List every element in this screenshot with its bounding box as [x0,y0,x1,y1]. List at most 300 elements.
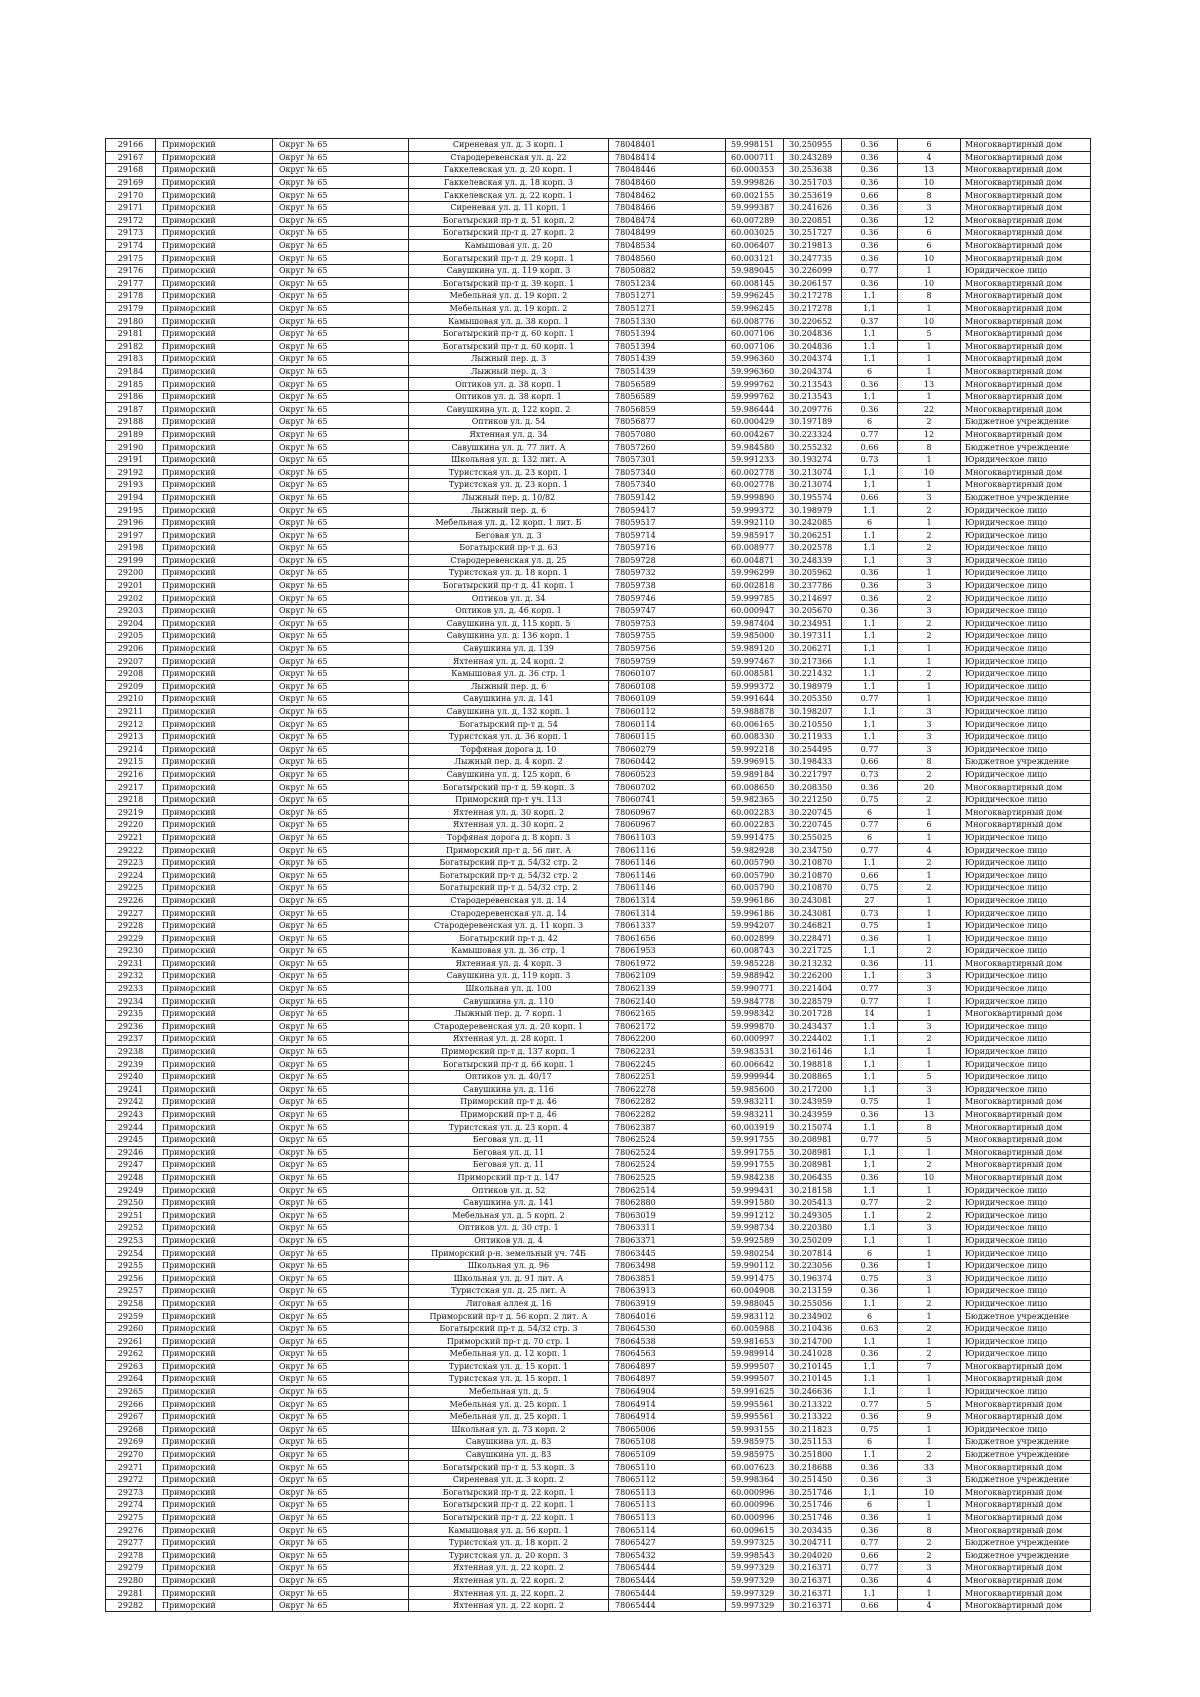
address-cell: Торфяная дорога д. 10 [409,743,609,756]
address-cell: Богатырский пр-т д. 22 корп. 1 [409,1511,609,1524]
district-cell: Приморский [156,327,273,340]
district-cell: Приморский [156,1410,273,1423]
longitude-cell: 30.213322 [784,1410,842,1423]
table-row [106,793,1091,806]
municipal-okrug-cell: Округ № 65 [273,1398,409,1411]
longitude-cell: 30.220745 [784,806,842,819]
row-number-cell: 29202 [106,592,156,605]
object-code-cell: 78048466 [609,201,726,214]
latitude-cell: 59.994207 [726,919,784,932]
row-number-cell: 29199 [106,554,156,567]
municipal-okrug-cell: Округ № 65 [273,1234,409,1247]
longitude-cell: 30.214697 [784,592,842,605]
object-code-cell: 78060442 [609,756,726,769]
address-cell: Оптиков ул. д. 40/17 [409,1070,609,1083]
object-code-cell: 78063019 [609,1209,726,1222]
latitude-cell: 59.997325 [726,1536,784,1549]
source-type-cell: Юридическое лицо [961,680,1091,693]
container-volume-cell: 0.66 [842,1599,898,1612]
object-code-cell: 78048474 [609,214,726,227]
source-type-cell: Юридическое лицо [961,1058,1091,1071]
address-cell: Яхтенная ул. д. 22 корп. 2 [409,1599,609,1612]
district-cell: Приморский [156,1247,273,1260]
table-row [106,189,1091,202]
object-code-cell: 78065432 [609,1549,726,1562]
container-count-cell: 1 [898,1436,961,1449]
latitude-cell: 59.997329 [726,1562,784,1575]
container-count-cell: 8 [898,756,961,769]
table-row [106,642,1091,655]
latitude-cell: 60.004908 [726,1285,784,1298]
table-row [106,1096,1091,1109]
longitude-cell: 30.249305 [784,1209,842,1222]
object-code-cell: 78048401 [609,139,726,152]
latitude-cell: 59.996245 [726,302,784,315]
municipal-okrug-cell: Округ № 65 [273,630,409,643]
latitude-cell: 59.998734 [726,1222,784,1235]
container-volume-cell: 0.36 [842,139,898,152]
table-row [106,441,1091,454]
table-row [106,1448,1091,1461]
container-volume-cell: 1.1 [842,1070,898,1083]
latitude-cell: 59.999870 [726,1020,784,1033]
source-type-cell: Многоквартирный дом [961,428,1091,441]
source-type-cell: Многоквартирный дом [961,315,1091,328]
address-cell: Камышовая ул. д. 20 [409,239,609,252]
object-code-cell: 78065108 [609,1436,726,1449]
table-row [106,806,1091,819]
district-cell: Приморский [156,227,273,240]
table-row [106,1562,1091,1575]
object-code-cell: 78059753 [609,617,726,630]
table-row [106,290,1091,303]
table-row [106,1196,1091,1209]
source-type-cell: Юридическое лицо [961,1385,1091,1398]
container-volume-cell: 1.1 [842,642,898,655]
container-volume-cell: 0.77 [842,428,898,441]
latitude-cell: 60.008581 [726,667,784,680]
latitude-cell: 59.998151 [726,139,784,152]
latitude-cell: 60.008650 [726,781,784,794]
latitude-cell: 59.997329 [726,1587,784,1600]
table-row [106,479,1091,492]
longitude-cell: 30.220380 [784,1222,842,1235]
district-cell: Приморский [156,1587,273,1600]
container-count-cell: 1 [898,1587,961,1600]
address-cell: Савушкина ул. д. 116 [409,1083,609,1096]
source-type-cell: Юридическое лицо [961,1297,1091,1310]
latitude-cell: 59.995561 [726,1410,784,1423]
municipal-okrug-cell: Округ № 65 [273,995,409,1008]
district-cell: Приморский [156,1020,273,1033]
source-type-cell: Многоквартирный дом [961,214,1091,227]
district-cell: Приморский [156,1146,273,1159]
container-count-cell: 1 [898,453,961,466]
table-row [106,214,1091,227]
latitude-cell: 59.999762 [726,390,784,403]
object-code-cell: 78061972 [609,957,726,970]
object-code-cell: 78063919 [609,1297,726,1310]
latitude-cell: 59.995561 [726,1398,784,1411]
source-type-cell: Многоквартирный дом [961,1587,1091,1600]
container-count-cell: 1 [898,869,961,882]
latitude-cell: 60.006407 [726,239,784,252]
container-count-cell: 1 [898,264,961,277]
source-type-cell: Многоквартирный дом [961,340,1091,353]
container-volume-cell: 0.77 [842,844,898,857]
latitude-cell: 59.988878 [726,705,784,718]
longitude-cell: 30.208350 [784,781,842,794]
container-count-cell: 1 [898,1146,961,1159]
source-type-cell: Юридическое лицо [961,567,1091,580]
district-cell: Приморский [156,642,273,655]
container-count-cell: 10 [898,315,961,328]
district-cell: Приморский [156,315,273,328]
district-cell: Приморский [156,919,273,932]
district-cell: Приморский [156,340,273,353]
row-number-cell: 29243 [106,1108,156,1121]
address-cell: Мебельная ул. д. 25 корп. 1 [409,1410,609,1423]
table-row [106,302,1091,315]
source-type-cell: Юридическое лицо [961,1247,1091,1260]
source-type-cell: Многоквартирный дом [961,239,1091,252]
longitude-cell: 30.205962 [784,567,842,580]
longitude-cell: 30.251746 [784,1486,842,1499]
municipal-okrug-cell: Округ № 65 [273,1007,409,1020]
municipal-okrug-cell: Округ № 65 [273,1209,409,1222]
object-code-cell: 78061146 [609,882,726,895]
data-table-container [105,138,1090,1612]
container-count-cell: 3 [898,1272,961,1285]
table-row [106,1285,1091,1298]
address-cell: Стародеревенская ул. д. 22 [409,151,609,164]
longitude-cell: 30.210550 [784,718,842,731]
container-volume-cell: 0.77 [842,743,898,756]
municipal-okrug-cell: Округ № 65 [273,542,409,555]
row-number-cell: 29210 [106,693,156,706]
district-cell: Приморский [156,479,273,492]
latitude-cell: 59.985000 [726,630,784,643]
table-row [106,630,1091,643]
source-type-cell: Юридическое лицо [961,516,1091,529]
longitude-cell: 30.242085 [784,516,842,529]
object-code-cell: 78056877 [609,416,726,429]
container-count-cell: 1 [898,302,961,315]
address-cell: Богатырский пр-т д. 29 корп. 1 [409,252,609,265]
container-volume-cell: 0.77 [842,1196,898,1209]
container-volume-cell: 0.36 [842,176,898,189]
municipal-okrug-cell: Округ № 65 [273,403,409,416]
row-number-cell: 29191 [106,453,156,466]
row-number-cell: 29242 [106,1096,156,1109]
source-type-cell: Юридическое лицо [961,907,1091,920]
container-count-cell: 2 [898,882,961,895]
district-cell: Приморский [156,932,273,945]
container-volume-cell: 0.77 [842,982,898,995]
object-code-cell: 78057340 [609,479,726,492]
row-number-cell: 29269 [106,1436,156,1449]
latitude-cell: 59.983531 [726,1045,784,1058]
row-number-cell: 29271 [106,1461,156,1474]
address-cell: Туристская ул. д. 15 корп. 1 [409,1360,609,1373]
table-row [106,516,1091,529]
municipal-okrug-cell: Округ № 65 [273,1486,409,1499]
container-count-cell: 1 [898,1058,961,1071]
row-number-cell: 29168 [106,164,156,177]
container-count-cell: 1 [898,995,961,1008]
municipal-okrug-cell: Округ № 65 [273,957,409,970]
source-type-cell: Многоквартирный дом [961,1524,1091,1537]
row-number-cell: 29211 [106,705,156,718]
table-row [106,856,1091,869]
longitude-cell: 30.253619 [784,189,842,202]
address-cell: Приморский пр-т д. 137 корп. 1 [409,1045,609,1058]
row-number-cell: 29259 [106,1310,156,1323]
container-volume-cell: 1.1 [842,1045,898,1058]
district-cell: Приморский [156,151,273,164]
address-cell: Мебельная ул. д. 19 корп. 2 [409,290,609,303]
longitude-cell: 30.198818 [784,1058,842,1071]
row-number-cell: 29278 [106,1549,156,1562]
object-code-cell: 78062514 [609,1184,726,1197]
source-type-cell: Юридическое лицо [961,1423,1091,1436]
longitude-cell: 30.204374 [784,353,842,366]
container-count-cell: 3 [898,982,961,995]
table-row [106,592,1091,605]
longitude-cell: 30.224402 [784,1033,842,1046]
source-type-cell: Многоквартирный дом [961,302,1091,315]
longitude-cell: 30.250209 [784,1234,842,1247]
municipal-okrug-cell: Округ № 65 [273,869,409,882]
object-code-cell: 78064538 [609,1335,726,1348]
address-cell: Оптиков ул. д. 52 [409,1184,609,1197]
municipal-okrug-cell: Округ № 65 [273,227,409,240]
table-row [106,365,1091,378]
container-volume-cell: 0.36 [842,1473,898,1486]
municipal-okrug-cell: Округ № 65 [273,315,409,328]
district-cell: Приморский [156,680,273,693]
source-type-cell: Юридическое лицо [961,882,1091,895]
container-count-cell: 20 [898,781,961,794]
container-volume-cell: 1.1 [842,340,898,353]
longitude-cell: 30.234750 [784,844,842,857]
district-cell: Приморский [156,1083,273,1096]
municipal-okrug-cell: Округ № 65 [273,390,409,403]
latitude-cell: 59.993155 [726,1423,784,1436]
container-volume-cell: 0.66 [842,189,898,202]
row-number-cell: 29244 [106,1121,156,1134]
longitude-cell: 30.217200 [784,1083,842,1096]
district-cell: Приморский [156,693,273,706]
row-number-cell: 29200 [106,567,156,580]
municipal-okrug-cell: Округ № 65 [273,730,409,743]
container-volume-cell: 0.75 [842,1096,898,1109]
latitude-cell: 59.996186 [726,894,784,907]
source-type-cell: Многоквартирный дом [961,1562,1091,1575]
container-volume-cell: 6 [842,1247,898,1260]
container-volume-cell: 1.1 [842,1146,898,1159]
source-type-cell: Юридическое лицо [961,970,1091,983]
table-row [106,1033,1091,1046]
row-number-cell: 29171 [106,201,156,214]
object-code-cell: 78064016 [609,1310,726,1323]
table-row [106,1360,1091,1373]
container-count-cell: 4 [898,1574,961,1587]
municipal-okrug-cell: Округ № 65 [273,353,409,366]
object-code-cell: 78051271 [609,302,726,315]
container-count-cell: 3 [898,491,961,504]
table-row [106,252,1091,265]
latitude-cell: 60.007623 [726,1461,784,1474]
container-count-cell: 9 [898,1410,961,1423]
table-row [106,1297,1091,1310]
object-code-cell: 78059759 [609,655,726,668]
address-cell: Мебельная ул. д. 5 корп. 2 [409,1209,609,1222]
municipal-okrug-cell: Округ № 65 [273,441,409,454]
district-cell: Приморский [156,390,273,403]
latitude-cell: 60.009615 [726,1524,784,1537]
longitude-cell: 30.253638 [784,164,842,177]
address-cell: Богатырский пр-т д. 51 корп. 2 [409,214,609,227]
object-code-cell: 78065114 [609,1524,726,1537]
district-cell: Приморский [156,542,273,555]
row-number-cell: 29194 [106,491,156,504]
source-type-cell: Юридическое лицо [961,542,1091,555]
district-cell: Приморский [156,617,273,630]
address-cell: Камышовая ул. д. 38 корп. 1 [409,315,609,328]
longitude-cell: 30.196374 [784,1272,842,1285]
latitude-cell: 60.007106 [726,327,784,340]
table-row [106,1045,1091,1058]
latitude-cell: 59.998342 [726,1007,784,1020]
container-count-cell: 3 [898,705,961,718]
object-code-cell: 78064897 [609,1360,726,1373]
row-number-cell: 29245 [106,1133,156,1146]
row-number-cell: 29195 [106,504,156,517]
row-number-cell: 29261 [106,1335,156,1348]
district-cell: Приморский [156,819,273,832]
container-count-cell: 1 [898,1511,961,1524]
district-cell: Приморский [156,378,273,391]
container-count-cell: 3 [898,1083,961,1096]
municipal-okrug-cell: Округ № 65 [273,579,409,592]
row-number-cell: 29273 [106,1486,156,1499]
container-volume-cell: 1.1 [842,390,898,403]
longitude-cell: 30.251703 [784,176,842,189]
container-count-cell: 2 [898,1348,961,1361]
municipal-okrug-cell: Округ № 65 [273,1549,409,1562]
source-type-cell: Бюджетное учреждение [961,1549,1091,1562]
container-volume-cell: 0.75 [842,882,898,895]
table-row [106,1348,1091,1361]
container-volume-cell: 1.1 [842,542,898,555]
source-type-cell: Многоквартирный дом [961,227,1091,240]
source-type-cell: Многоквартирный дом [961,164,1091,177]
address-cell: Беговая ул. д. 3 [409,529,609,542]
district-cell: Приморский [156,793,273,806]
row-number-cell: 29192 [106,466,156,479]
municipal-okrug-cell: Округ № 65 [273,756,409,769]
row-number-cell: 29190 [106,441,156,454]
district-cell: Приморский [156,1285,273,1298]
address-cell: Богатырский пр-т д. 54/32 стр. 2 [409,882,609,895]
source-type-cell: Юридическое лицо [961,1348,1091,1361]
container-volume-cell: 0.36 [842,932,898,945]
container-count-cell: 3 [898,1222,961,1235]
container-count-cell: 5 [898,1398,961,1411]
table-row [106,1209,1091,1222]
municipal-okrug-cell: Округ № 65 [273,617,409,630]
source-type-cell: Многоквартирный дом [961,378,1091,391]
container-count-cell: 13 [898,378,961,391]
latitude-cell: 59.991755 [726,1146,784,1159]
address-cell: Лыжный пер. д. 3 [409,353,609,366]
municipal-okrug-cell: Округ № 65 [273,1297,409,1310]
container-volume-cell: 0.75 [842,793,898,806]
municipal-okrug-cell: Округ № 65 [273,302,409,315]
table-row [106,957,1091,970]
row-number-cell: 29226 [106,894,156,907]
table-row [106,1486,1091,1499]
object-code-cell: 78065113 [609,1499,726,1512]
longitude-cell: 30.251153 [784,1436,842,1449]
address-cell: Богатырский пр-т д. 27 корп. 2 [409,227,609,240]
object-code-cell: 78060115 [609,730,726,743]
table-row [106,176,1091,189]
longitude-cell: 30.197311 [784,630,842,643]
source-type-cell: Многоквартирный дом [961,466,1091,479]
container-count-cell: 1 [898,693,961,706]
municipal-okrug-cell: Округ № 65 [273,1385,409,1398]
address-cell: Савушкина ул. д. 119 корп. 3 [409,264,609,277]
object-code-cell: 78062282 [609,1108,726,1121]
row-number-cell: 29265 [106,1385,156,1398]
address-cell: Школьная ул. д. 132 лит. А [409,453,609,466]
table-body [106,139,1091,1612]
row-number-cell: 29257 [106,1285,156,1298]
table-row [106,604,1091,617]
latitude-cell: 59.999785 [726,592,784,605]
latitude-cell: 59.984580 [726,441,784,454]
address-cell: Торфяная дорога д. 8 корп. 3 [409,831,609,844]
source-type-cell: Бюджетное учреждение [961,416,1091,429]
container-volume-cell: 0.66 [842,491,898,504]
longitude-cell: 30.211823 [784,1423,842,1436]
object-code-cell: 78059756 [609,642,726,655]
row-number-cell: 29256 [106,1272,156,1285]
container-volume-cell: 0.36 [842,579,898,592]
latitude-cell: 60.003121 [726,252,784,265]
source-type-cell: Бюджетное учреждение [961,441,1091,454]
address-cell: Туристская ул. д. 15 корп. 1 [409,1373,609,1386]
longitude-cell: 30.220745 [784,819,842,832]
address-cell: Туристская ул. д. 23 корп. 1 [409,466,609,479]
longitude-cell: 30.251450 [784,1473,842,1486]
container-volume-cell: 0.75 [842,1272,898,1285]
source-type-cell: Многоквартирный дом [961,1121,1091,1134]
address-cell: Лыжный пер. д. 6 [409,680,609,693]
address-cell: Стародеревенская ул. д. 20 корп. 1 [409,1020,609,1033]
container-volume-cell: 0.36 [842,781,898,794]
container-volume-cell: 0.36 [842,1511,898,1524]
object-code-cell: 78051394 [609,327,726,340]
row-number-cell: 29170 [106,189,156,202]
longitude-cell: 30.204020 [784,1549,842,1562]
municipal-okrug-cell: Округ № 65 [273,642,409,655]
address-cell: Школьная ул. д. 96 [409,1259,609,1272]
container-volume-cell: 0.36 [842,151,898,164]
object-code-cell: 78061146 [609,869,726,882]
